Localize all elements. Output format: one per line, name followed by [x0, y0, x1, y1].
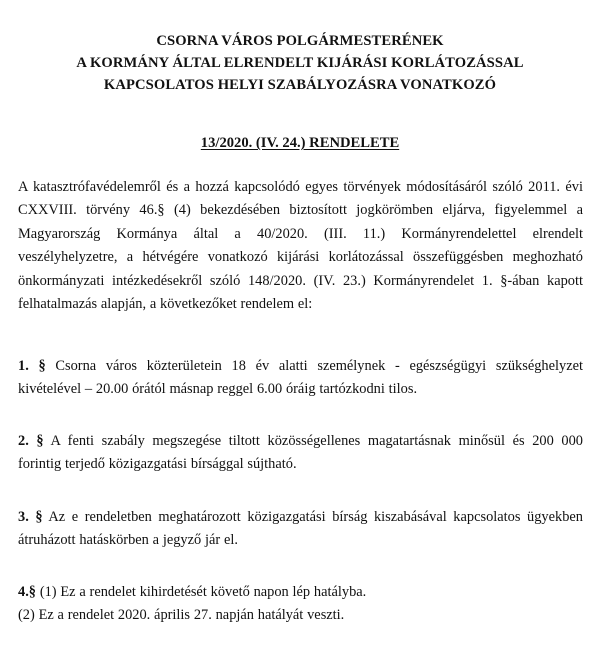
section-text: A fenti szabály megszegése tiltott közösségellenes magatartásnak minősül és 200 000 — [50, 433, 583, 449]
title-line-2: A KORMÁNY ÁLTAL ELRENDELT KIJÁRÁSI KORLÁTOZÁSSAL — [76, 55, 524, 71]
section-4 — [18, 581, 583, 628]
section-line — [18, 581, 583, 604]
preamble-line: felhatalmazás alapján, a következőket rendelem el: — [18, 296, 313, 313]
section-number: 4.§ — [18, 584, 36, 600]
section-line: átruházott hatáskörben a jegyző jár el. — [18, 532, 238, 549]
title-line-1: CSORNA VÁROS POLGÁRMESTERÉNEK — [156, 33, 444, 49]
section-line — [18, 355, 583, 378]
decree-number-heading — [0, 133, 600, 153]
section-text: Az e rendeletben meghatározott közigazgatási bírság kiszabásával kapcsolatos ügyekben — [48, 509, 583, 525]
section-text: (1) Ez a rendelet kihirdetését követő napon lép hatályba. — [39, 584, 367, 600]
decree-number: 13/2020. (IV. 24.) RENDELETE — [200, 135, 400, 151]
section-line — [18, 430, 583, 453]
section-line: (2) Ez a rendelet 2020. április 27. napján hatályát veszti. — [18, 607, 345, 624]
section-number: 2. § — [18, 433, 44, 449]
preamble-line: Magyarország Kormánya által a 40/2020. (III. 11.) Kormányrendelettel elrendelt — [18, 225, 583, 242]
preamble-line: A katasztrófavédelemről és a hozzá kapcsolódó egyes törvények módosításáról szóló 2011. évi — [18, 179, 583, 195]
preamble-line: veszélyhelyzetre, a hétvégére vonatkozó kijárási korlátozással összefüggésben meghozható — [18, 249, 583, 266]
section-number: 1. § — [18, 358, 46, 374]
section-line — [18, 506, 583, 529]
section-3 — [18, 506, 583, 553]
section-number: 3. § — [18, 509, 43, 525]
title-line-3: KAPCSOLATOS HELYI SZABÁLYOZÁSRA VONATKOZÓ — [103, 77, 497, 93]
preamble-line: CXXVIII. törvény 46.§ (4) bekezdésében biztosított jogkörömben eljárva, figyelemmel a — [18, 202, 583, 219]
section-line: forintig terjedő közigazgatási bírsággal sújtható. — [18, 456, 297, 473]
section-1 — [18, 355, 583, 402]
preamble-paragraph — [18, 176, 583, 316]
document-title — [0, 30, 600, 96]
section-2 — [18, 430, 583, 477]
section-line: kivételével – 20.00 órától másnap reggel 6.00 óráig tartózkodni tilos. — [18, 381, 418, 398]
section-text: Csorna város közterületein 18 év alatti személynek - egészségügyi szükséghelyzet — [55, 358, 583, 374]
preamble-line: önkormányzati intézkedésekről szóló 148/2020. (IV. 23.) Kormányrendelet 1. §-ában kapott — [18, 272, 583, 289]
